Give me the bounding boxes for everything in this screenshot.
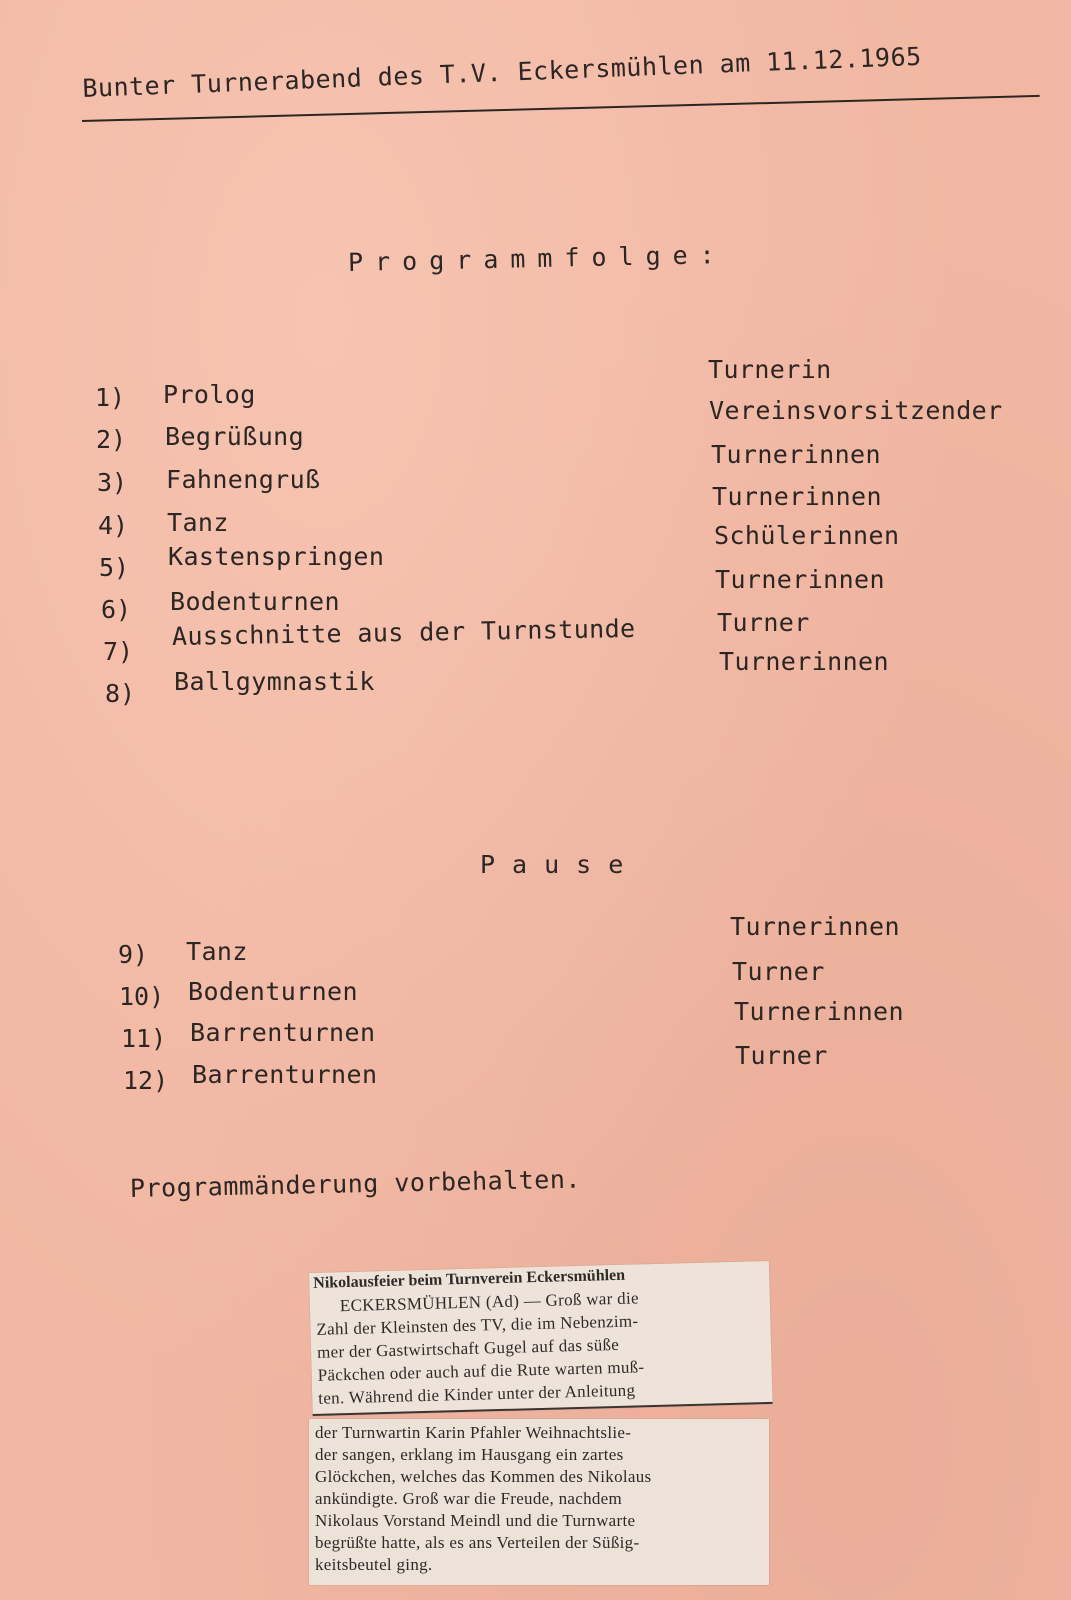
newspaper-clipping — [309, 1266, 769, 1585]
clipping-line: begrüßte hatte, als es ans Verteilen der Süßig- — [315, 1533, 640, 1552]
clipping-top-piece — [309, 1261, 773, 1416]
clipping-line: keitsbeutel ging. — [315, 1555, 433, 1574]
program-number: 12) — [123, 1066, 169, 1095]
program-performer: Turnerin — [708, 355, 832, 384]
program-performer: Turnerinnen — [730, 912, 900, 941]
program-change-note: Programmänderung vorbehalten. — [129, 1164, 582, 1203]
program-performer: Turnerinnen — [711, 440, 881, 469]
program-item: Bodenturnen — [170, 587, 340, 616]
clipping-line: Glöckchen, welches das Kommen des Nikolaus — [315, 1467, 652, 1486]
program-performer: Turnerinnen — [712, 482, 882, 511]
program-performer: Turner — [732, 957, 825, 986]
clipping-line: ECKERSMÜHLEN (Ad) — Groß war die — [339, 1288, 640, 1316]
program-performer: Turner — [717, 608, 810, 637]
program-number: 5) — [99, 553, 130, 582]
program-number: 4) — [98, 511, 129, 540]
pause-label: Pause — [480, 850, 641, 879]
program-number: 2) — [96, 425, 127, 454]
program-performer: Turnerinnen — [719, 647, 889, 676]
program-item: Ballgymnastik — [174, 667, 375, 696]
program-number: 11) — [121, 1024, 167, 1053]
clipping-line: ankündigte. Groß war die Freude, nachdem — [315, 1489, 623, 1508]
clipping-headline: Nikolausfeier beim Turnverein Eckersmühlen — [313, 1266, 626, 1292]
clipping-line: Nikolaus Vorstand Meindl und die Turnwarte — [315, 1511, 636, 1530]
program-number: 9) — [118, 940, 149, 969]
program-performer: Schülerinnen — [714, 521, 900, 550]
program-number: 10) — [119, 982, 165, 1011]
program-item: Kastenspringen — [168, 542, 385, 571]
program-performer: Turnerinnen — [715, 565, 885, 594]
program-number: 3) — [97, 468, 128, 497]
program-item: Barrenturnen — [192, 1060, 378, 1089]
clipping-line: Päckchen oder auch auf die Rute warten muß- — [317, 1357, 645, 1385]
clipping-line: ten. Während die Kinder unter der Anleitung — [318, 1380, 636, 1408]
program-performer: Vereinsvorsitzender — [709, 396, 1003, 425]
program-number: 1) — [95, 383, 126, 412]
program-item: Prolog — [163, 380, 256, 409]
program-item: Tanz — [167, 508, 229, 537]
program-number: 6) — [101, 595, 132, 624]
clipping-line: der sangen, erklang im Hausgang ein zartes — [315, 1445, 624, 1464]
program-number: 8) — [105, 679, 136, 708]
document-title: Bunter Turnerabend des T.V. Eckersmühlen am 11.12.1965 — [81, 41, 923, 103]
program-performer: Turner — [735, 1041, 828, 1070]
program-item: Barrenturnen — [190, 1018, 376, 1047]
program-item: Tanz — [186, 937, 248, 966]
program-item: Ausschnitte aus der Turnstunde — [171, 613, 636, 651]
program-heading: Programmfolge: — [347, 240, 727, 277]
program-item: Bodenturnen — [188, 977, 358, 1006]
clipping-line: mer der Gastwirtschaft Gugel auf das süße — [316, 1334, 620, 1362]
clipping-line: Zahl der Kleinsten des TV, die im Nebenzim- — [316, 1311, 639, 1339]
clipping-bottom-piece — [309, 1419, 769, 1585]
program-item: Begrüßung — [165, 422, 305, 451]
clipping-line: der Turnwartin Karin Pfahler Weihnachtslie- — [315, 1423, 632, 1442]
program-number: 7) — [103, 637, 134, 666]
program-item: Fahnengruß — [166, 465, 321, 494]
program-performer: Turnerinnen — [734, 997, 904, 1026]
